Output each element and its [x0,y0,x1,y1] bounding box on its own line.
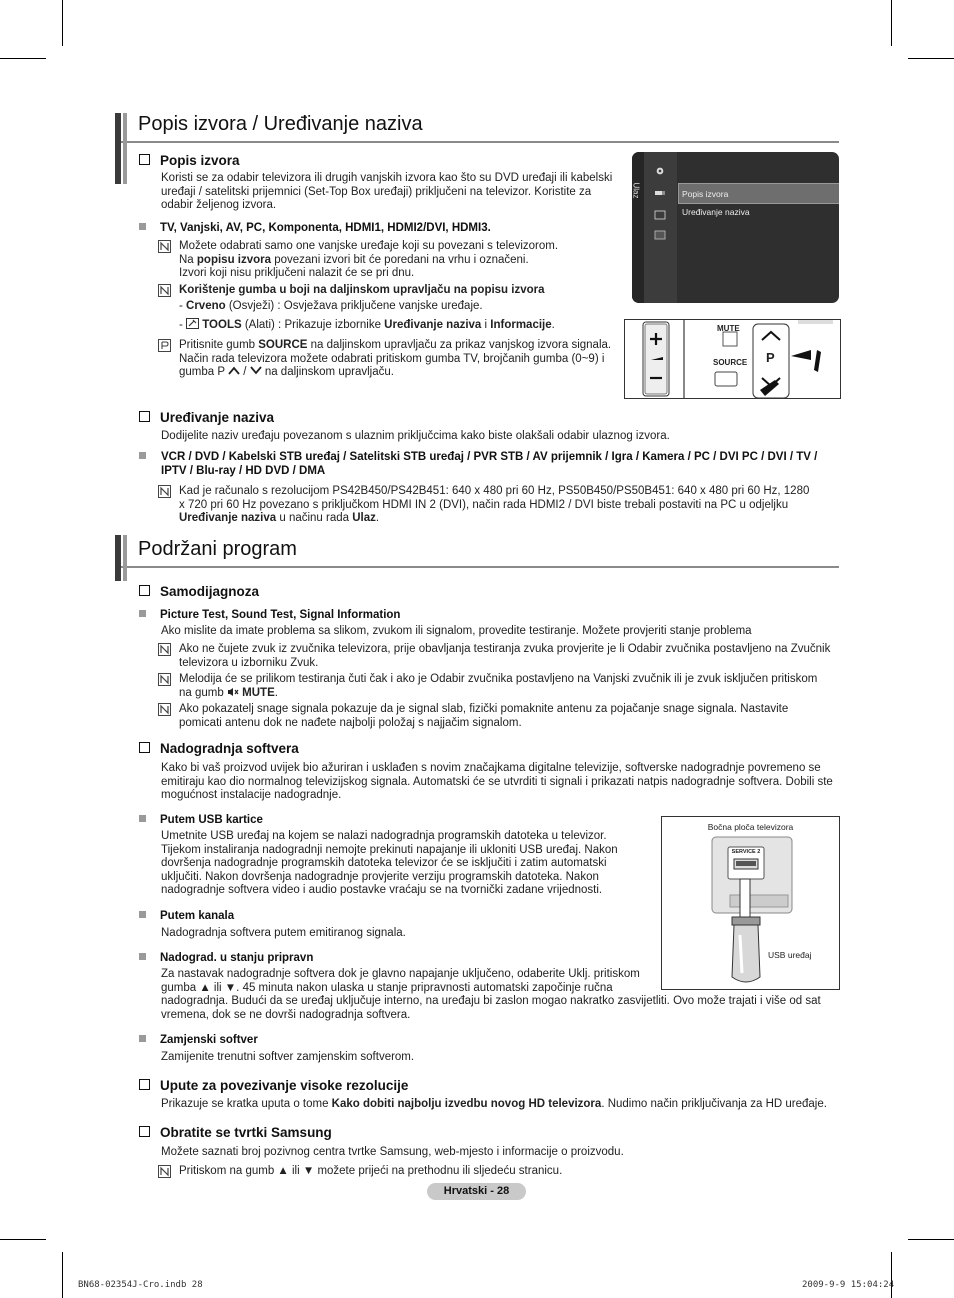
figure-caption-panel: Bočna ploča televizora [707,822,794,832]
remote-note-icon [158,339,171,352]
paragraph: Zamijenite trenutni softver zamjenskim softverom. [161,1051,415,1063]
source-button-label: SOURCE [713,358,748,367]
menu-item-popis-izvora[interactable]: Popis izvora [682,189,729,199]
mute-button-label: MUTE [717,324,740,333]
note-line: televizora u izborniku Zvuk. [179,656,319,669]
p-button-label: P [766,350,775,365]
note-icon [158,284,171,297]
text-line: gumba ▲ ili ▼. 45 minuta nakon ulaska u stanje pripravnosti automatski započinje ručna [161,981,613,994]
note-line: Uređivanje naziva u načinu rada Ulaz. [179,512,380,525]
text-line: Za nastavak nadogradnje softvera dok je glavno napajanje uključeno, odaberite Uklj. pritiskom [161,968,640,980]
crop-mark [908,58,954,59]
tv-menu-screenshot [632,152,839,303]
device-list: VCR / DVD / Kabelski STB uređaj / Satelitski STB uređaj / PVR STB / AV prijemnik / Igra / Kamera / PC / DVI PC / DVI / TV / IPTV / Blu-ray / HD DVD / DMA [161,451,818,477]
note-icon [158,1165,171,1178]
note-line: Pritisnite gumb SOURCE na daljinskom upravljaču za prikaz vanjskog izvora signala. [179,339,612,351]
tools-icon [186,318,199,329]
crop-mark [0,1239,46,1240]
paragraph: Prikazuje se kratka uputa o tome Kako dobiti najbolju izvedbu novog HD televizora. Nudimo način priključivanja za HD uređaje. [161,1098,827,1110]
usb-illustration [662,817,839,989]
bullet-sources: TV, Vanjski, AV, PC, Komponenta, HDMI1, HDMI2/DVI, HDMI3. [139,222,491,234]
support-icon [654,230,666,240]
section-heading [115,538,839,568]
mute-icon [227,687,239,697]
figure-caption-device: USB uređaj [768,950,812,960]
subheading-samodijagnoza: Samodijagnoza [139,584,259,599]
gear-icon [654,166,666,176]
note-line: Pritiskom na gumb ▲ ili ▼ možete prijeći na prethodnu ili sljedeću stranicu. [179,1165,563,1177]
crop-mark [62,0,63,46]
note-line: Izvori koji nisu priključeni nalazit će se pri dnu. [179,267,415,280]
paragraph: Kako bi vaš proizvod uvijek bio ažuriran i usklađen s novim značajkama digitalne televizije, softverske nadogradnje povremeno se emitiraju kao dio normalnog televizijskog signala. Automatski će se utvrditi ti signali i prikazati natpis nadogradnje softvera. Dobili ste mogućnost instalacije nadogradnje. [161,762,833,802]
subheading-upute: Upute za povezivanje visoke rezolucije [139,1078,408,1093]
note-line: Na popisu izvora povezani izvori bit će poredani na vrhu i označeni. [179,253,529,266]
heading-bar [115,535,121,581]
note-icon [158,240,171,253]
bullet-kanal: Putem kanala [139,910,234,922]
bullet-pripravnost: Nadograd. u stanju pripravn [139,952,313,964]
chevron-up-icon [228,366,240,375]
paragraph: Možete saznati broj pozivnog centra tvrtke Samsung, web-mjesto i informacije o proizvodu. [161,1146,624,1158]
heading-bar [123,113,127,184]
note-line: Ako pokazatelj snage signala pokazuje da je signal slab, fizički pomaknite antenu za pojačanje snage signala. Nastavite [179,703,789,715]
menu-side-tab [632,152,644,303]
footer-file: BN68-02354J-Cro.indb 28 [78,1280,203,1290]
page-number: Hrvatski - 28 [427,1183,526,1200]
section-title: Popis izvora / Uređivanje naziva [138,113,423,135]
note-icon [158,485,171,498]
remote-control-image [624,319,841,399]
port-label: SERVICE 2 [731,849,761,855]
bullet-devices [139,451,160,463]
section-heading [115,113,839,143]
crop-mark [0,58,46,59]
heading-bar [123,535,127,581]
note-line: x 720 pri 60 Hz povezano s priključkom HDMI IN 2 (DVI), način rada HDMI2 / DVI biste trebali postaviti na PC u odjeljku [179,498,789,511]
paragraph: Koristi se za odabir televizora ili drugih vanjskih izvora kao što su DVD uređaji ili kabelski uređaji / satelitski prijemnici (Set-Top Box uređaji) priključeni na televizor. Koristite za odabir željenog izvora. [161,172,613,212]
crop-mark [891,0,892,46]
paragraph: Dodijelite naziv uređaju povezanom s ulaznim priključcima kako biste olakšali odabir ulaznog izvora. [161,430,670,442]
usb-figure [661,816,840,990]
note-line: Možete odabrati samo one vanjske uređaje koji su povezani s televizorom. [179,240,559,252]
paragraph: Nadogradnja softvera putem emitiranog signala. [161,927,406,939]
subheading-obratite: Obratite se tvrtki Samsung [139,1125,332,1140]
note-title: Korištenje gumba u boji na daljinskom upravljaču na popisu izvora [179,284,545,296]
bullet-tests: Picture Test, Sound Test, Signal Information [139,609,400,621]
note-line: na gumb MUTE. [179,686,278,699]
note-item-red: - Crveno (Osvježi) : Osvježava priključene vanjske uređaje. [179,300,483,312]
picture-icon [654,210,666,220]
footer-date: 2009-9-9 15:04:24 [802,1280,895,1290]
bullet-usb: Putem USB kartice [139,814,263,826]
note-item-tools: - TOOLS (Alati) : Prikazuje izbornike Uređivanje naziva i Informacije. [179,319,555,331]
section-title: Podržani program [138,538,297,560]
menu-side-label: Ulaz [632,182,641,199]
input-plug-icon [654,188,666,198]
text-line: nadogradnja. Budući da se uređaj uključuje interno, na uređaju bi zaslon mogao nakratko zasvijetliti. Ovo može trajati i više od sat vremena, dok se ne dovrši nadogradnja softvera. [161,995,821,1021]
chevron-down-icon [250,366,262,375]
menu-item-uredivanje-naziva[interactable]: Uređivanje naziva [682,207,750,217]
note-line: pomicati antenu dok ne nađete najbolji položaj s najjačim signalom. [179,716,522,729]
subheading-popis-izvora: Popis izvora [139,153,240,168]
note-icon [158,703,171,716]
paragraph: Ako mislite da imate problema sa slikom, zvukom ili signalom, provedite testiranje. Možete provjeriti stanje problema [161,625,752,637]
note-line: Melodija će se prilikom testiranja čuti čak i ako je Odabir zvučnika postavljeno na Vanjski zvučnik ili je zvuk isključen pritiskom [179,673,818,685]
note-line: Ako ne čujete zvuk iz zvučnika televizora, prije obavljanja testiranja zvuka provjerite je li Odabir zvučnika postavljeno na Zvučnik [179,643,831,655]
paragraph: Umetnite USB uređaj na kojem se nalazi nadogradnja programskih datoteka u televizor. Tijekom instaliranja nadogradnji nemojte prekinuti napajanje ili ukloniti USB uređaj. Nakon dovršenja nadogradnje programskih datoteka televizor će se isključiti i zatim automatski uključiti. Nakon dovršenja nadogradnje provjerite verziju programskih datoteka. Nakon nadogradnje softvera video i audio postavke vraćaju se na tvornički zadane vrijednosti. [161,830,618,897]
crop-mark [891,1252,892,1298]
crop-mark [908,1239,954,1240]
note-icon [158,673,171,686]
subheading-nadogradnja-softvera: Nadogradnja softvera [139,741,299,756]
note-line: Kad je računalo s rezolucijom PS42B450/PS42B451: 640 x 480 pri 60 Hz, PS50B450/PS50B451: 640 x 480 pri 60 Hz, 1280 [179,485,810,497]
bullet-zamjenski: Zamjenski softver [139,1034,258,1046]
note-icon [158,643,171,656]
subheading-uredivanje-naziva: Uređivanje naziva [139,410,274,425]
crop-mark [62,1252,63,1298]
note-line: Način rada televizora možete odabrati pritiskom gumba TV, brojčanih gumba (0~9) i gumba P / na daljinskom upravljaču. [179,352,605,379]
heading-bar [115,113,121,184]
